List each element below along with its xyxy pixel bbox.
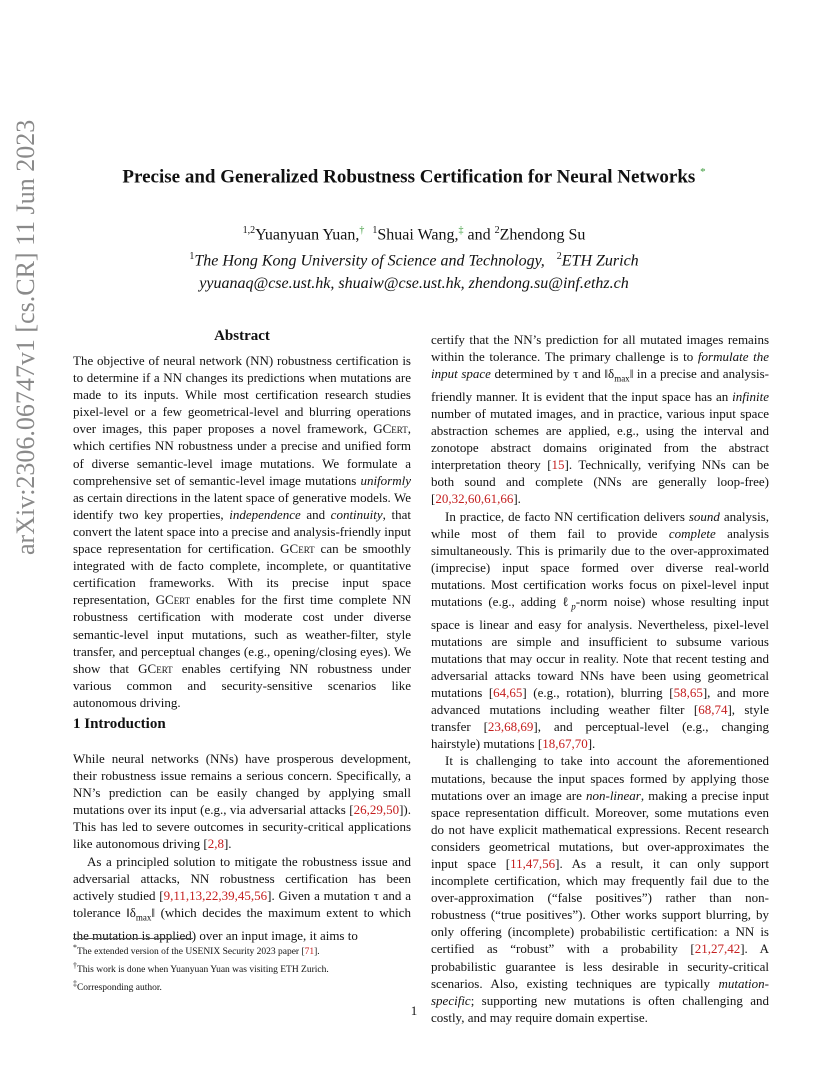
- page-number: 1: [410, 1003, 418, 1018]
- author-emails: yyuanaq@cse.ust.hk, shuaiw@cse.ust.hk, zhendong.su@inf.ethz.ch: [199, 274, 629, 292]
- citation-link[interactable]: 21,27,42: [694, 941, 741, 957]
- citation-link[interactable]: 2,8: [207, 836, 224, 852]
- citation-link[interactable]: 26,29,50: [353, 802, 400, 818]
- citation-link[interactable]: 58,65: [673, 685, 703, 701]
- citation-link[interactable]: 15: [551, 457, 565, 473]
- introduction-heading: 1 Introduction: [73, 716, 166, 732]
- author-names: $^{1,2}$Yuanyuan Yuan,† $^1$Shuai Wang,‡ and $^2$Zhendong Su: [242, 225, 586, 244]
- paper-title: Precise and Generalized Robustness Certification for Neural Networks *: [122, 166, 706, 188]
- citation-link[interactable]: 18,67,70: [542, 736, 588, 752]
- citation-link[interactable]: 9,11,13,22,39,45,56: [163, 887, 268, 903]
- citation-link[interactable]: 20,32,60,61,66: [435, 491, 514, 507]
- footnote: ‡Corresponding author.: [73, 979, 162, 994]
- right-column-text: certify that the NN’s prediction for all mutated images remains within the tolerance. The primary challenge is to formulate the input space determined by τ and $‖\delta_{max}‖$ in a precise and analysis-friendly manner. It is evident that the input space has an infinite number of mutated images, and in practice, various input space abstraction schemes are applied, e.g., using the interval and zonotope abstract domains originated from the abstract interpretation theory [15]. Technically, verifying NNs can be both sound and complete (NNs are generally loop-free) [20,32,60,61,66]. In practice, de facto NN certification delivers sound analysis, while most of them fail to provide complete analysis simultaneously. This is primarily due to the over-approximated (imprecise) input space formed over diverse real-world mutations. Most certification works focus on pixel-level input mutations (e.g., adding ℓ$_p$-norm noise) whose resulting input space is linear and easy for analysis. Nevertheless, pixel-level mutations are simple and insufficient to subsume various mutations that may occur in reality. Note that recent testing and adversarial attacks toward NNs have been using geometrical mutations [64,65] (e.g., rotation), blurring [58,65], and more advanced mutations including weather filter [68,74], style transfer [23,68,69], and perceptual-level (e.g., changing hairstyle) mutations [18,67,70]. It is challenging to take into account the aforementioned mutations, because the input spaces formed by applying those mutations over an image are non-linear, making a precise input space representation difficult. Moreover, some mutations even do not have explicit mathematical expressions. Recent research considers geometrical mutations, but over-approximates the input space [11,47,56]. As a result, it can only support incomplete certification, which may frequently fail due to the over-approximation (“false positives”) rather than non-robustness (“true positives”). Other works support blurring, by only offering (incomplete) probabilistic certification: a NN is certified as “robust” with a probability [21,27,42]. A probabilistic guarantee is less desirable in security-critical scenarios. Also, existing techniques are typically mutation-specific; supporting new mutations is often challenging and costly, and may require domain expertise.: [431, 332, 770, 1025]
- citation-link[interactable]: 11,47,56: [510, 856, 556, 871]
- footnote: †This work is done when Yuanyuan Yuan was visiting ETH Zurich.: [73, 961, 329, 976]
- citation-link[interactable]: 68,74: [698, 702, 728, 718]
- citation-link[interactable]: 71: [304, 947, 315, 958]
- abstract-heading: Abstract: [214, 328, 270, 344]
- footnote-rule: [73, 938, 193, 939]
- abstract-text: The objective of neural network (NN) robustness certification is to determine if a NN changes its predictions when mutations are made to its inputs. While most certification research studies pixel-level or a few geometrical-level and blurring operations over images, this paper proposes a novel framework, GCert, which certifies NN robustness under a precise and unified form of diverse semantic-level image mutations. We formulate a comprehensive set of semantic-level image mutations uniformly as certain directions in the latent space of generative models. We identify two key properties, independence and continuity, that convert the latent space into a precise and analysis-friendly input space representation for certification. GCert can be smoothly integrated with de facto complete, incomplete, or quantitative certification frameworks. With its precise input space representation, GCert enables for the first time complete NN robustness certification with moderate cost under diverse semantic-level input mutations, such as weather-filter, style transfer, and perceptual changes (e.g., opening/closing eyes). We show that GCert enables certifying NN robustness under various common and security-sensitive scenarios like autonomous driving.: [73, 353, 411, 710]
- citation-link[interactable]: 23,68,69: [487, 719, 534, 735]
- author-block: [0, 220, 828, 295]
- footnotes: [73, 941, 411, 995]
- footnote: *The extended version of the USENIX Security 2023 paper [71].: [73, 943, 320, 958]
- introduction-text: While neural networks (NNs) have prosperous development, their robustness issue remains a serious concern. Specifically, a NN’s prediction can be easily changed by applying small mutations over its input (e.g., via adversarial attacks [26,29,50]). This has led to severe outcomes in security-critical applications like autonomous driving [2,8]. As a principled solution to mitigate the robustness issue and adversarial attacks, NN robustness certification has been actively studied [9,11,13,22,39,45,56]. Given a mutation τ and a tolerance $‖\delta_{max}‖$ (which decides the maximum extent to which the mutation is applied) over an input image, it aims to: [73, 751, 411, 943]
- affiliations: $^1$The Hong Kong University of Science and Technology, $^2$ETH Zurich: [189, 251, 639, 270]
- citation-link[interactable]: 64,65: [493, 685, 523, 701]
